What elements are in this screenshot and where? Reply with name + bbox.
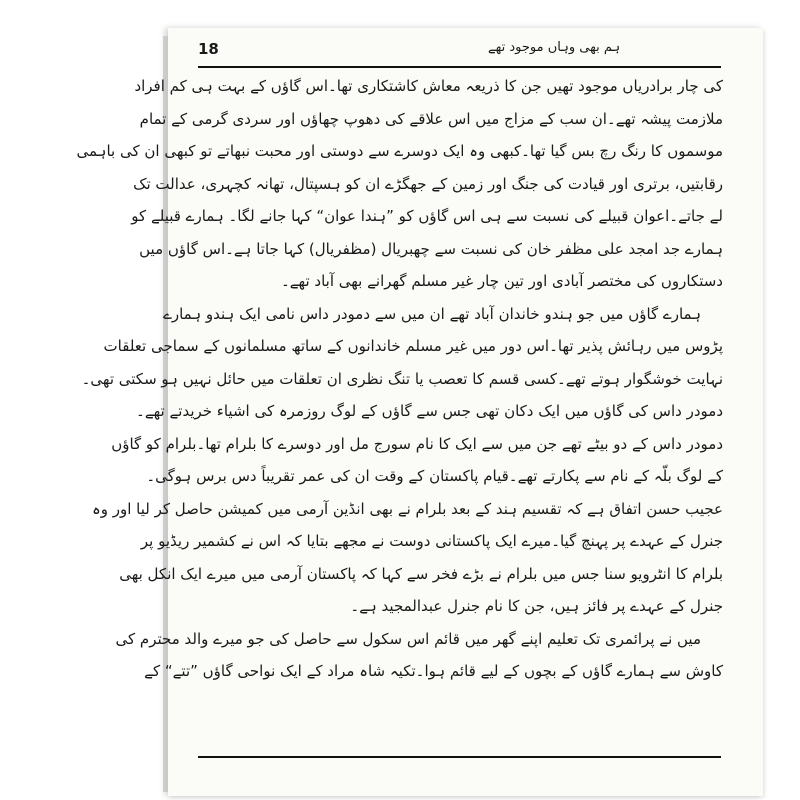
text-line: میں نے پرائمری تک تعلیم اپنے گھر میں قائم اس سکول سے حاصل کی جو میرے والد محترم کی (115, 629, 701, 648)
text-line: نہایت خوشگوار ہوتے تھے۔کسی قسم کا تعصب یا تنگ نظری ان تعلقات میں حائل نہیں ہو سکتی تھی۔ (81, 369, 723, 388)
text-line: دمودر داس کی گاؤں میں ایک دکان تھی جس سے گاؤں کے لوگ روزمرہ کی اشیاء خریدتے تھے۔ (136, 402, 723, 420)
text-line: کاوش سے ہمارے گاؤں کے بچوں کے لیے قائم ہوا۔تکیہ شاہ مراد کے ایک نواحی گاؤں ”تتے“ کے (144, 662, 723, 680)
text-line: کی چار برادریاں موجود تھیں جن کا ذریعہ معاش کاشتکاری تھا۔اس گاؤں کے بہت ہی کم افراد (134, 77, 723, 95)
text-line: لے جاتے۔اعوان قبیلے کی نسبت سے ہی اس گاؤں کو ”ہندا عوان“ کہا جانے لگا۔ ہمارے قبیلے کو (131, 207, 723, 225)
text-line: دمودر داس کے دو بیٹے تھے جن میں سے ایک کا نام سورج مل اور دوسرے کا بلرام تھا۔بلرام کو گاؤں (111, 434, 723, 453)
text-line: بلرام کا انٹرویو سنا جس میں بلرام نے بڑے فخر سے کہا کہ پاکستان آرمی میں میرے ایک انکل بھی (119, 564, 723, 583)
text-line: جنرل کے عہدے پر فائز ہیں، جن کا نام جنرل عبدالمجید ہے۔ (350, 597, 723, 615)
text-line: ملازمت پیشہ تھے۔ان سب کے مزاج میں اس علاقے کی دھوپ چھاؤں اور سردی گرمی کے تمام (139, 109, 723, 128)
text-line: پڑوس میں رہائش پذیر تھا۔اس دور میں غیر مسلم خاندانوں کے ساتھ مسلمانوں کے سماجی تعلقات (103, 337, 723, 355)
footer-rule (198, 756, 721, 758)
text-line: رقابتیں، برتری اور قیادت کی جنگ اور زمین کے جھگڑے ان کو ہسپتال، تھانہ کچہری، عدالت تک (133, 174, 723, 193)
book-page (76, 28, 763, 796)
text-line: عجیب حسن اتفاق ہے کہ تقسیم ہند کے بعد بلرام نے بھی انڈین آرمی میں کمیشن حاصل کر لیا اور وہ (91, 499, 723, 518)
text-line: موسموں کا رنگ رچ بس گیا تھا۔کبھی وہ ایک دوسرے سے دوستی اور محبت نبھاتے تو کبھی ان کی باہمی (76, 142, 723, 160)
text-line: جنرل کے عہدے پر پہنچ گیا۔میرے ایک پاکستانی دوست نے مجھے بتایا کہ اس نے کشمیر ریڈیو پر (140, 532, 723, 550)
text-line: کے لوگ بلّہ کے نام سے پکارتے تھے۔قیام پاکستان کے وقت ان کی عمر تقریباً دس برس ہوگی۔ (146, 467, 723, 485)
page-number: 18 (198, 40, 219, 58)
text-line: ہمارے جد امجد علی مظفر خان کی نسبت سے چھبریال (مظفریال) کہا جاتا ہے۔اس گاؤں میں (139, 239, 723, 258)
body-text (76, 70, 723, 688)
page-header (198, 38, 721, 64)
running-head: ہم بھی وہاں موجود تھے (488, 40, 621, 55)
text-line: دستکاروں کی مختصر آبادی اور تین چار غیر مسلم گھرانے بھی آباد تھے۔ (280, 272, 723, 290)
header-rule (198, 66, 721, 68)
text-line: ہمارے گاؤں میں جو ہندو خاندان آباد تھے ان میں سے دمودر داس نامی ایک ہندو ہمارے (163, 304, 701, 323)
